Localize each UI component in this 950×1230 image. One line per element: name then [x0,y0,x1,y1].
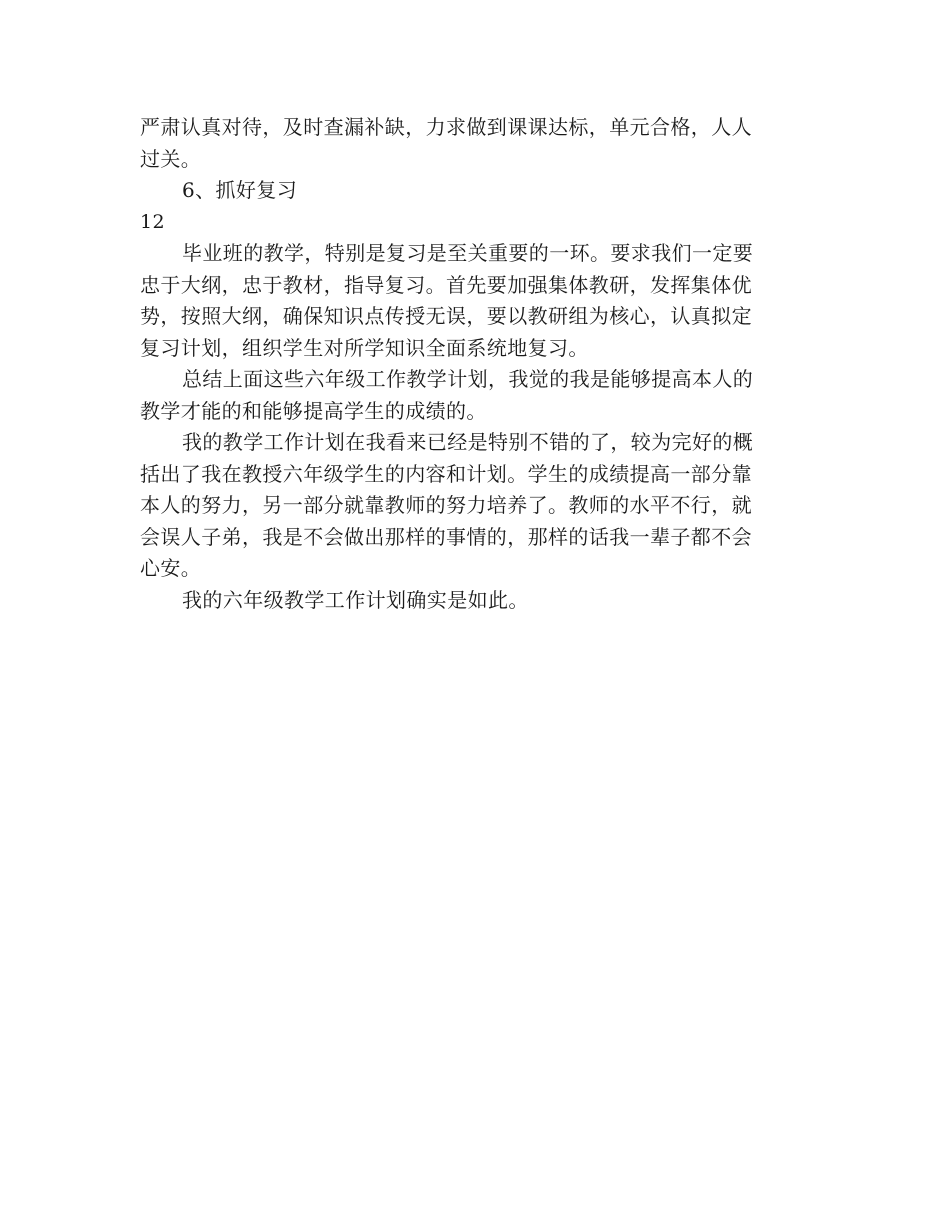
text-line: 括出了我在教授六年级学生的内容和计划。学生的成绩提高一部分靠 [140,461,752,486]
text-line: 我的六年级教学工作计划确实是如此。 [182,587,529,612]
text-line: 复习计划，组织学生对所学知识全面系统地复习。 [140,335,589,360]
text-line: 过关。 [140,146,202,171]
text-line: 我的教学工作计划在我看来已经是特别不错的了，较为完好的概 [182,430,754,454]
page-number: 12 [140,210,165,233]
text-line: 本人的努力，另一部分就靠教师的努力培养了。教师的水平不行，就 [140,493,752,517]
text-line: 心安。 [140,556,202,580]
document-body [140,112,812,616]
text-line: 势，按照大纲，确保知识点传授无误，要以教研组为核心，认真拟定 [140,304,752,328]
text-line: 会误人子弟，我是不会做出那样的事情的，那样的话我一辈子都不会 [140,524,752,549]
text-line: 毕业班的教学，特别是复习是至关重要的一环。要求我们一定要 [182,241,754,265]
section-heading: 6、抓好复习 [182,178,298,202]
text-line: 总结上面这些六年级工作教学计划，我觉的我是能够提高本人的 [182,367,754,391]
text-line: 严肃认真对待，及时查漏补缺，力求做到课课达标，单元合格，人人 [140,115,752,139]
text-line: 教学才能的和能够提高学生的成绩的。 [140,398,487,423]
text-line: 忠于大纲，忠于教材，指导复习。首先要加强集体教研，发挥集体优 [140,272,752,297]
